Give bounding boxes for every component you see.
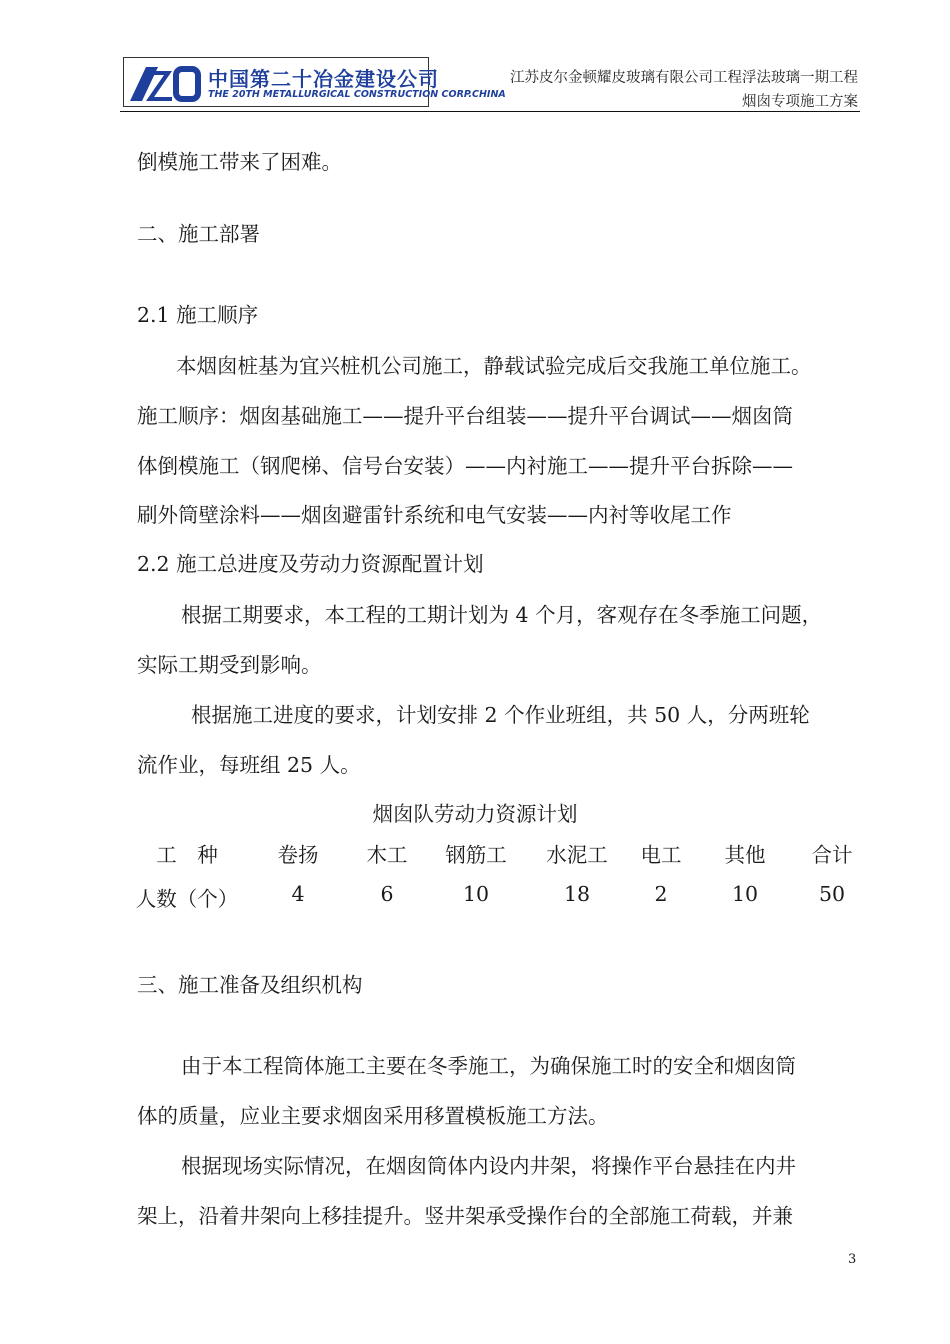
labor-table-column-header: 钢筋工	[445, 843, 507, 867]
paragraph-line: 体的质量，应业主要求烟囱采用移置模板施工方法。	[137, 1104, 609, 1128]
paragraph-line: 体倒模施工（钢爬梯、信号台安装）——内衬施工——提升平台拆除——	[137, 454, 793, 478]
labor-table-count: 18	[563, 882, 591, 906]
page-header	[120, 55, 860, 112]
labor-table-row-label: 人数（个）	[135, 887, 239, 911]
labor-table-count: 10	[731, 882, 759, 906]
labor-table-count: 50	[818, 882, 846, 906]
paragraph-line: 根据工期要求，本工程的工期计划为 4 个月，客观存在冬季施工问题，	[181, 603, 823, 627]
labor-table-count: 10	[462, 882, 490, 906]
paragraph-line: 本烟囱桩基为宜兴桩机公司施工，静载试验完成后交我施工单位施工。	[176, 354, 812, 378]
header-document-title: 烟囱专项施工方案	[742, 94, 858, 110]
section-heading: 二、施工部署	[137, 222, 260, 246]
paragraph-line: 根据施工进度的要求，计划安排 2 个作业班组，共 50 人，分两班轮	[191, 703, 810, 727]
labor-table-column-header: 木工	[366, 843, 408, 867]
company-logo	[123, 57, 506, 107]
paragraph-line: 实际工期受到影响。	[137, 653, 322, 677]
labor-table-count: 2	[654, 882, 668, 906]
subsection-heading: 2.2 施工总进度及劳动力资源配置计划	[137, 552, 484, 576]
page-number: 3	[848, 1252, 857, 1267]
paragraph-line: 根据现场实际情况，在烟囱筒体内设内井架，将操作平台悬挂在内井	[181, 1154, 796, 1178]
labor-table-count: 4	[291, 882, 305, 906]
header-project-title: 江苏皮尔金顿耀皮玻璃有限公司工程浮法玻璃一期工程	[510, 70, 858, 86]
labor-table-column-header: 其他	[724, 843, 766, 867]
labor-table-column-header: 卷扬	[277, 843, 319, 867]
paragraph-line: 流作业，每班组 25 人。	[137, 753, 361, 777]
paragraph-line: 架上，沿着井架向上移挂提升。竖井架承受操作台的全部施工荷载，并兼	[137, 1204, 793, 1228]
section-heading: 三、施工准备及组织机构	[137, 973, 363, 997]
company-logo-mark	[128, 63, 202, 103]
paragraph-line: 倒模施工带来了困难。	[137, 150, 342, 174]
header-project-info	[510, 66, 858, 114]
labor-table-count: 6	[380, 882, 394, 906]
labor-table-column-header: 合计	[811, 843, 853, 867]
labor-table-title: 烟囱队劳动力资源计划	[372, 802, 578, 826]
logo-company-name-en: THE 20TH METALLURGICAL CONSTRUCTION CORP.CHINA	[208, 89, 506, 100]
paragraph-line: 由于本工程筒体施工主要在冬季施工，为确保施工时的安全和烟囱筒	[181, 1054, 796, 1078]
logo-company-name-cn: 中国第二十冶金建设公司	[208, 67, 439, 91]
labor-table-header-label: 工 种	[156, 843, 218, 867]
labor-table-column-header: 水泥工	[546, 843, 608, 867]
labor-table-column-header: 电工	[640, 843, 682, 867]
subsection-heading: 2.1 施工顺序	[137, 303, 259, 327]
paragraph-line: 施工顺序：烟囱基础施工——提升平台组装——提升平台调试——烟囱筒	[137, 404, 793, 428]
paragraph-line: 刷外筒壁涂料——烟囱避雷针系统和电气安装——内衬等收尾工作	[137, 503, 732, 527]
